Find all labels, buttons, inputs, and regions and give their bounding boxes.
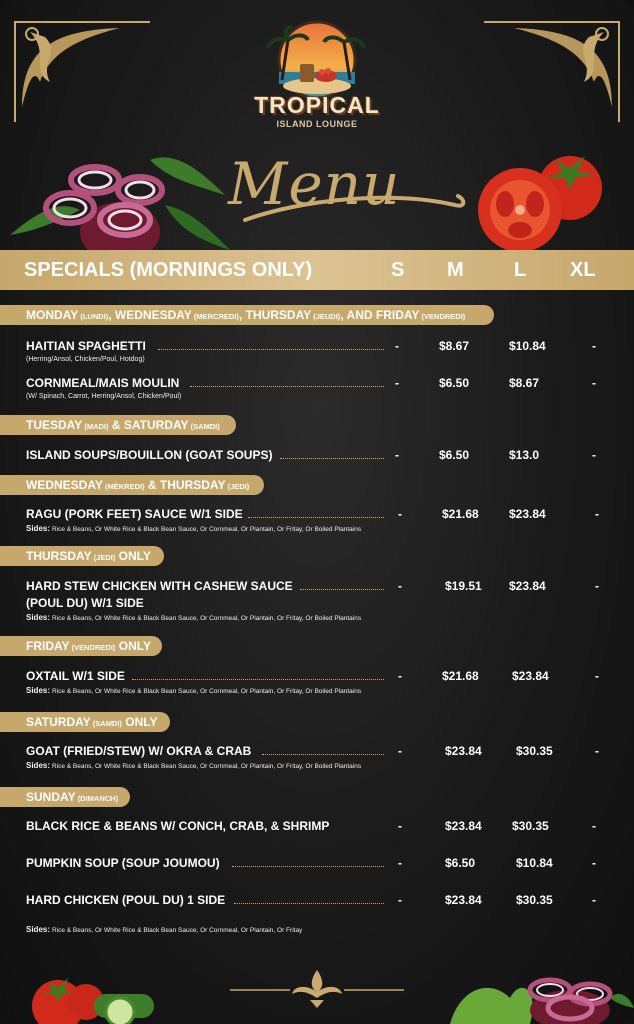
price-xl: - — [595, 744, 599, 758]
day-translation: (VENDREDI) — [69, 643, 116, 652]
tomato-cucumber-decoration-icon — [28, 972, 158, 1024]
price-l: $8.67 — [509, 376, 540, 390]
price-m: $23.84 — [445, 819, 482, 833]
item-description: (W/ Spinach, Carrot, Herring/Ansol, Chicken/Poul) — [26, 393, 182, 400]
item-sides — [26, 524, 626, 533]
sides-label: Sides: — [26, 613, 51, 622]
price-l: $23.84 — [509, 579, 546, 593]
price-xl: - — [592, 376, 596, 390]
specials-title: SPECIALS (MORNINGS ONLY) — [24, 259, 313, 281]
section-heading-monday-friday — [0, 305, 494, 325]
sides-text: Rice & Beans, Or White Rice & Black Bean Sauce, Or Cornmeal, Or Plantain, Or Fritay, Or Boiled Plantains — [51, 615, 362, 622]
day-label: , THURSDAY — [238, 308, 312, 322]
day-translation: (DIMANCH) — [75, 794, 119, 803]
item-sides — [26, 761, 626, 770]
day-translation: (JEDI) — [225, 482, 250, 491]
size-col-l: L — [514, 259, 527, 281]
price-xl: - — [592, 448, 596, 462]
section-heading-sunday — [0, 787, 130, 807]
price-s: - — [398, 579, 402, 593]
dot-leader — [232, 866, 384, 867]
price-l: $23.84 — [509, 507, 546, 521]
price-l: $10.84 — [509, 339, 546, 353]
day-translation: (MADI) — [82, 422, 109, 431]
size-col-xl: XL — [570, 259, 596, 281]
day-translation: (SAMDI) — [188, 422, 220, 431]
price-s: - — [398, 744, 402, 758]
logo — [252, 20, 382, 130]
price-s: - — [395, 339, 399, 353]
dot-leader — [262, 754, 384, 755]
swoosh-ornament-icon — [240, 170, 470, 230]
item-name: GOAT (FRIED/STEW) W/ OKRA & CRAB — [26, 744, 252, 758]
sides-text: Rice & Beans, Or White Rice & Black Bean Sauce, Or Cornmeal, Or Plantain, Or Fritay, Or Boiled Plantains — [51, 526, 362, 533]
item-sides — [26, 925, 626, 934]
day-translation: (JEUDI) — [311, 312, 341, 321]
price-s: - — [395, 448, 399, 462]
day-label: , AND FRIDAY — [340, 308, 420, 322]
specials-header-bar — [0, 250, 634, 290]
day-translation: (SAMDI) — [90, 719, 122, 728]
price-s: - — [398, 669, 402, 683]
dot-leader — [248, 517, 384, 518]
item-sides — [26, 686, 626, 695]
day-translation: (MÈKREDI) — [102, 482, 145, 491]
island-logo-icon — [252, 20, 382, 100]
tomato-decoration-icon — [465, 138, 630, 258]
price-l: $13.0 — [509, 448, 540, 462]
price-m: $8.67 — [439, 339, 470, 353]
price-m: $21.68 — [442, 507, 479, 521]
price-m: $23.84 — [445, 893, 482, 907]
section-heading-wednesday-thursday — [0, 475, 264, 495]
day-label: SUNDAY — [26, 790, 76, 804]
price-s: - — [398, 856, 402, 870]
section-heading-saturday-only — [0, 712, 170, 732]
price-m: $19.51 — [445, 579, 482, 593]
section-heading-tuesday-saturday — [0, 415, 236, 435]
size-col-s: S — [391, 259, 405, 281]
section-heading-thursday-only — [0, 546, 164, 566]
dot-leader — [132, 679, 384, 680]
sides-label: Sides: — [26, 524, 51, 533]
ornament-corner-icon — [474, 12, 624, 132]
item-description: (Herring/Ansol, Chicken/Poul, Hotdog) — [26, 356, 145, 363]
price-xl: - — [595, 669, 599, 683]
price-xl: - — [592, 856, 596, 870]
logo-subtitle: ISLAND LOUNGE — [276, 119, 358, 129]
item-name: HAITIAN SPAGHETTI — [26, 339, 146, 353]
day-translation: (JEDI) — [91, 553, 116, 562]
price-m: $21.68 — [442, 669, 479, 683]
day-label: THURSDAY — [26, 549, 92, 563]
price-xl: - — [592, 819, 596, 833]
price-xl: - — [592, 893, 596, 907]
item-name: ISLAND SOUPS/BOUILLON (GOAT SOUPS) — [26, 448, 273, 462]
price-l: $23.84 — [512, 669, 549, 683]
price-m: $6.50 — [439, 448, 470, 462]
sides-label: Sides: — [26, 686, 51, 695]
day-label: ONLY — [115, 549, 151, 563]
size-col-m: M — [447, 259, 464, 281]
item-name: RAGU (PORK FEET) SAUCE W/1 SIDE — [26, 507, 243, 521]
price-s: - — [395, 376, 399, 390]
price-s: - — [398, 893, 402, 907]
ornament-corner-icon — [10, 12, 160, 132]
day-label: & SATURDAY — [108, 418, 189, 432]
menu-heading: Menu — [228, 150, 401, 218]
dot-leader — [300, 589, 384, 590]
price-xl: - — [595, 507, 599, 521]
sunday-sides — [26, 922, 626, 934]
day-label: , WEDNESDAY — [108, 308, 192, 322]
price-s: - — [398, 819, 402, 833]
item-name-line2: (POUL DU) W/1 SIDE — [26, 596, 144, 610]
price-m: $6.50 — [445, 856, 476, 870]
item-name: CORNMEAL/MAIS MOULIN — [26, 376, 180, 390]
price-s: - — [398, 507, 402, 521]
sides-text: Rice & Beans, Or White Rice & Black Bean Sauce, Or Cornmeal, Or Plantain, Or Fritay — [51, 927, 303, 934]
day-label: SATURDAY — [26, 715, 91, 729]
day-translation: (LUNDI) — [78, 312, 109, 321]
price-l: $30.35 — [516, 744, 553, 758]
price-xl: - — [595, 579, 599, 593]
day-label: TUESDAY — [26, 418, 83, 432]
day-translation: (MERCREDI) — [191, 312, 239, 321]
onion-lettuce-decoration-icon — [450, 968, 634, 1024]
item-name: HARD STEW CHICKEN WITH CASHEW SAUCE — [26, 579, 293, 593]
item-name: HARD CHICKEN (POUL DU) 1 SIDE — [26, 893, 226, 907]
price-m: $6.50 — [439, 376, 470, 390]
day-label: FRIDAY — [26, 639, 70, 653]
item-name: OXTAIL W/1 SIDE — [26, 669, 125, 683]
price-xl: - — [592, 339, 596, 353]
onion-decoration-icon — [0, 140, 240, 265]
sides-label: Sides: — [26, 761, 51, 770]
sides-text: Rice & Beans, Or White Rice & Black Bean Sauce, Or Cornmeal, Or Plantain, Or Fritay, Or Boiled Plantains — [51, 763, 362, 770]
day-translation: (VENDREDI) — [419, 312, 466, 321]
price-l: $10.84 — [516, 856, 553, 870]
item-sides — [26, 613, 626, 622]
dot-leader — [280, 458, 384, 459]
dot-leader — [190, 386, 384, 387]
day-label: ONLY — [121, 715, 158, 729]
dot-leader — [234, 903, 384, 904]
logo-title: TROPICAL — [254, 92, 380, 118]
price-l: $30.35 — [512, 819, 549, 833]
fleur-ornament-icon — [230, 968, 404, 1008]
dot-leader — [158, 349, 384, 350]
day-label: WEDNESDAY — [26, 478, 103, 492]
price-l: $30.35 — [516, 893, 553, 907]
day-label: ONLY — [115, 639, 151, 653]
day-label: & THURSDAY — [144, 478, 226, 492]
price-m: $23.84 — [445, 744, 482, 758]
item-name: PUMPKIN SOUP (SOUP JOUMOU) — [26, 856, 220, 870]
sides-label: Sides: — [26, 925, 51, 934]
day-label: MONDAY — [26, 308, 79, 322]
section-heading-friday-only — [0, 636, 162, 656]
sides-text: Rice & Beans, Or White Rice & Black Bean Sauce, Or Cornmeal, Or Plantain, Or Fritay, Or Boiled Plantains — [51, 688, 362, 695]
item-name: BLACK RICE & BEANS W/ CONCH, CRAB, & SHRIMP — [26, 819, 330, 833]
